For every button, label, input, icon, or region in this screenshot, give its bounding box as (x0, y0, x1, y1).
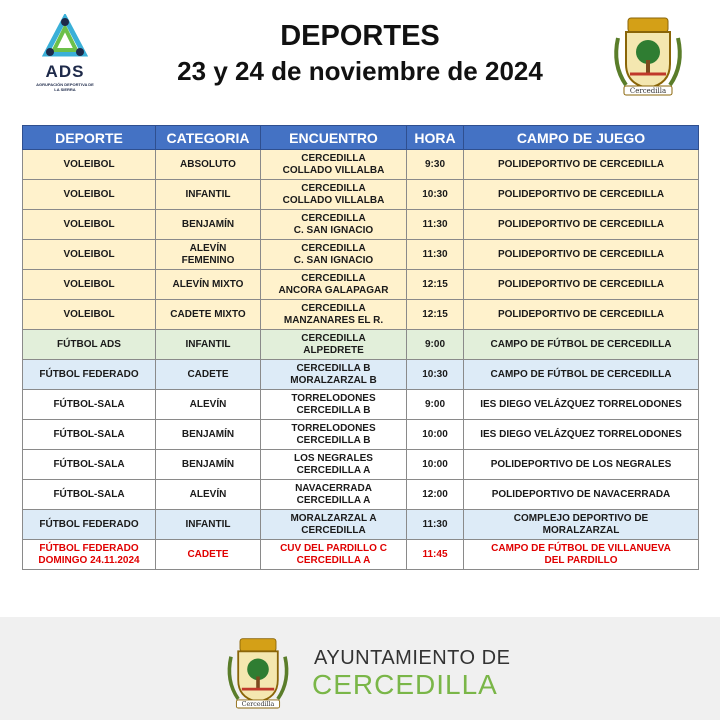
cell-categoria: BENJAMÍN (156, 420, 261, 450)
cell-categoria: ABSOLUTO (156, 150, 261, 180)
cell-hora: 10:30 (407, 180, 464, 210)
cell-campo: CAMPO DE FÚTBOL DE CERCEDILLA (464, 360, 699, 390)
cell-categoria: ALEVÍN FEMENINO (156, 240, 261, 270)
table-row (23, 210, 699, 240)
cell-hora: 10:00 (407, 450, 464, 480)
cell-hora: 12:15 (407, 300, 464, 330)
cell-deporte: VOLEIBOL (23, 210, 156, 240)
cell-hora: 11:30 (407, 240, 464, 270)
footer-crest-label: Cercedilla (241, 701, 275, 709)
cell-campo: POLIDEPORTIVO DE CERCEDILLA (464, 270, 699, 300)
cell-campo: POLIDEPORTIVO DE CERCEDILLA (464, 300, 699, 330)
cell-encuentro: CERCEDILLA MANZANARES EL R. (261, 300, 407, 330)
cell-encuentro: MORALZARZAL A CERCEDILLA (261, 510, 407, 540)
cell-deporte: FÚTBOL ADS (23, 330, 156, 360)
cell-deporte: VOLEIBOL (23, 180, 156, 210)
cell-categoria: INFANTIL (156, 330, 261, 360)
cell-deporte: VOLEIBOL (23, 300, 156, 330)
cell-deporte: VOLEIBOL (23, 150, 156, 180)
cell-encuentro: CERCEDILLA ALPEDRETE (261, 330, 407, 360)
cell-deporte: VOLEIBOL (23, 270, 156, 300)
cell-deporte: FÚTBOL FEDERADO (23, 510, 156, 540)
cell-encuentro: CERCEDILLA B MORALZARZAL B (261, 360, 407, 390)
cell-categoria: INFANTIL (156, 510, 261, 540)
cell-hora: 11:30 (407, 510, 464, 540)
table-row (23, 540, 699, 570)
cell-campo: IES DIEGO VELÁZQUEZ TORRELODONES (464, 420, 699, 450)
table-row (23, 150, 699, 180)
table-header-row (23, 126, 699, 150)
table-row (23, 180, 699, 210)
cell-campo: CAMPO DE FÚTBOL DE VILLANUEVA DEL PARDILLO (464, 540, 699, 570)
cell-campo: POLIDEPORTIVO DE CERCEDILLA (464, 240, 699, 270)
cell-campo: IES DIEGO VELÁZQUEZ TORRELODONES (464, 390, 699, 420)
cell-encuentro: CERCEDILLA C. SAN IGNACIO (261, 240, 407, 270)
cell-encuentro: CERCEDILLA ANCORA GALAPAGAR (261, 270, 407, 300)
cell-encuentro: TORRELODONES CERCEDILLA B (261, 420, 407, 450)
ads-logo-text: ADS (45, 62, 85, 81)
cell-categoria: CADETE (156, 360, 261, 390)
table-body (23, 150, 699, 570)
cell-campo: POLIDEPORTIVO DE LOS NEGRALES (464, 450, 699, 480)
cell-hora: 9:00 (407, 390, 464, 420)
cell-encuentro: NAVACERRADA CERCEDILLA A (261, 480, 407, 510)
table-row (23, 270, 699, 300)
page-subtitle: 23 y 24 de noviembre de 2024 (177, 56, 543, 86)
footer (0, 617, 720, 720)
cercedilla-crest-icon (608, 10, 688, 100)
table-row (23, 510, 699, 540)
cell-encuentro: LOS NEGRALES CERCEDILLA A (261, 450, 407, 480)
footer-line1: AYUNTAMIENTO DE (314, 647, 511, 669)
cell-deporte: FÚTBOL FEDERADO (23, 360, 156, 390)
cell-categoria: ALEVÍN MIXTO (156, 270, 261, 300)
cell-encuentro: CERCEDILLA COLLADO VILLALBA (261, 150, 407, 180)
cell-campo: CAMPO DE FÚTBOL DE CERCEDILLA (464, 330, 699, 360)
cell-deporte: VOLEIBOL (23, 240, 156, 270)
footer-line2: CERCEDILLA (312, 669, 498, 700)
cell-categoria: INFANTIL (156, 180, 261, 210)
header-hora: HORA (407, 126, 464, 150)
cell-categoria: CADETE (156, 540, 261, 570)
table-row (23, 360, 699, 390)
header-campo: CAMPO DE JUEGO (464, 126, 699, 150)
header-deporte: DEPORTE (23, 126, 156, 150)
cell-encuentro: TORRELODONES CERCEDILLA B (261, 390, 407, 420)
cell-hora: 11:30 (407, 210, 464, 240)
cell-hora: 11:45 (407, 540, 464, 570)
cell-campo: POLIDEPORTIVO DE CERCEDILLA (464, 210, 699, 240)
cell-categoria: BENJAMÍN (156, 210, 261, 240)
cell-deporte: FÚTBOL-SALA (23, 450, 156, 480)
cell-categoria: ALEVÍN (156, 390, 261, 420)
header-categoria: CATEGORIA (156, 126, 261, 150)
cercedilla-crest-icon (222, 627, 294, 717)
cell-campo: POLIDEPORTIVO DE NAVACERRADA (464, 480, 699, 510)
cell-encuentro: CERCEDILLA C. SAN IGNACIO (261, 210, 407, 240)
cell-hora: 12:00 (407, 480, 464, 510)
cell-deporte: FÚTBOL-SALA (23, 480, 156, 510)
cell-campo: POLIDEPORTIVO DE CERCEDILLA (464, 180, 699, 210)
ads-triangle-icon (42, 14, 88, 60)
cell-hora: 10:00 (407, 420, 464, 450)
ads-logo (34, 14, 96, 94)
table-row (23, 450, 699, 480)
table-row (23, 240, 699, 270)
cell-encuentro: CERCEDILLA COLLADO VILLALBA (261, 180, 407, 210)
cell-hora: 9:00 (407, 330, 464, 360)
cell-campo: COMPLEJO DEPORTIVO DE MORALZARZAL (464, 510, 699, 540)
cell-categoria: ALEVÍN (156, 480, 261, 510)
cell-categoria: BENJAMÍN (156, 450, 261, 480)
crest-label: Cercedilla (629, 87, 667, 95)
cell-campo: POLIDEPORTIVO DE CERCEDILLA (464, 150, 699, 180)
cell-hora: 10:30 (407, 360, 464, 390)
cell-deporte: FÚTBOL-SALA (23, 390, 156, 420)
table-row (23, 420, 699, 450)
table-row (23, 390, 699, 420)
table-row (23, 300, 699, 330)
cell-hora: 9:30 (407, 150, 464, 180)
cell-deporte: FÚTBOL FEDERADO DOMINGO 24.11.2024 (23, 540, 156, 570)
schedule-table (22, 125, 699, 570)
header-encuentro: ENCUENTRO (261, 126, 407, 150)
ads-logo-subtext: AGRUPACIÓN DEPORTIVA DE LA SIERRA (36, 82, 94, 92)
cell-hora: 12:15 (407, 270, 464, 300)
page-title: DEPORTES (280, 20, 440, 52)
table-row (23, 480, 699, 510)
cell-encuentro: CUV DEL PARDILLO C CERCEDILLA A (261, 540, 407, 570)
header (0, 0, 720, 108)
cell-deporte: FÚTBOL-SALA (23, 420, 156, 450)
table-row (23, 330, 699, 360)
cell-categoria: CADETE MIXTO (156, 300, 261, 330)
